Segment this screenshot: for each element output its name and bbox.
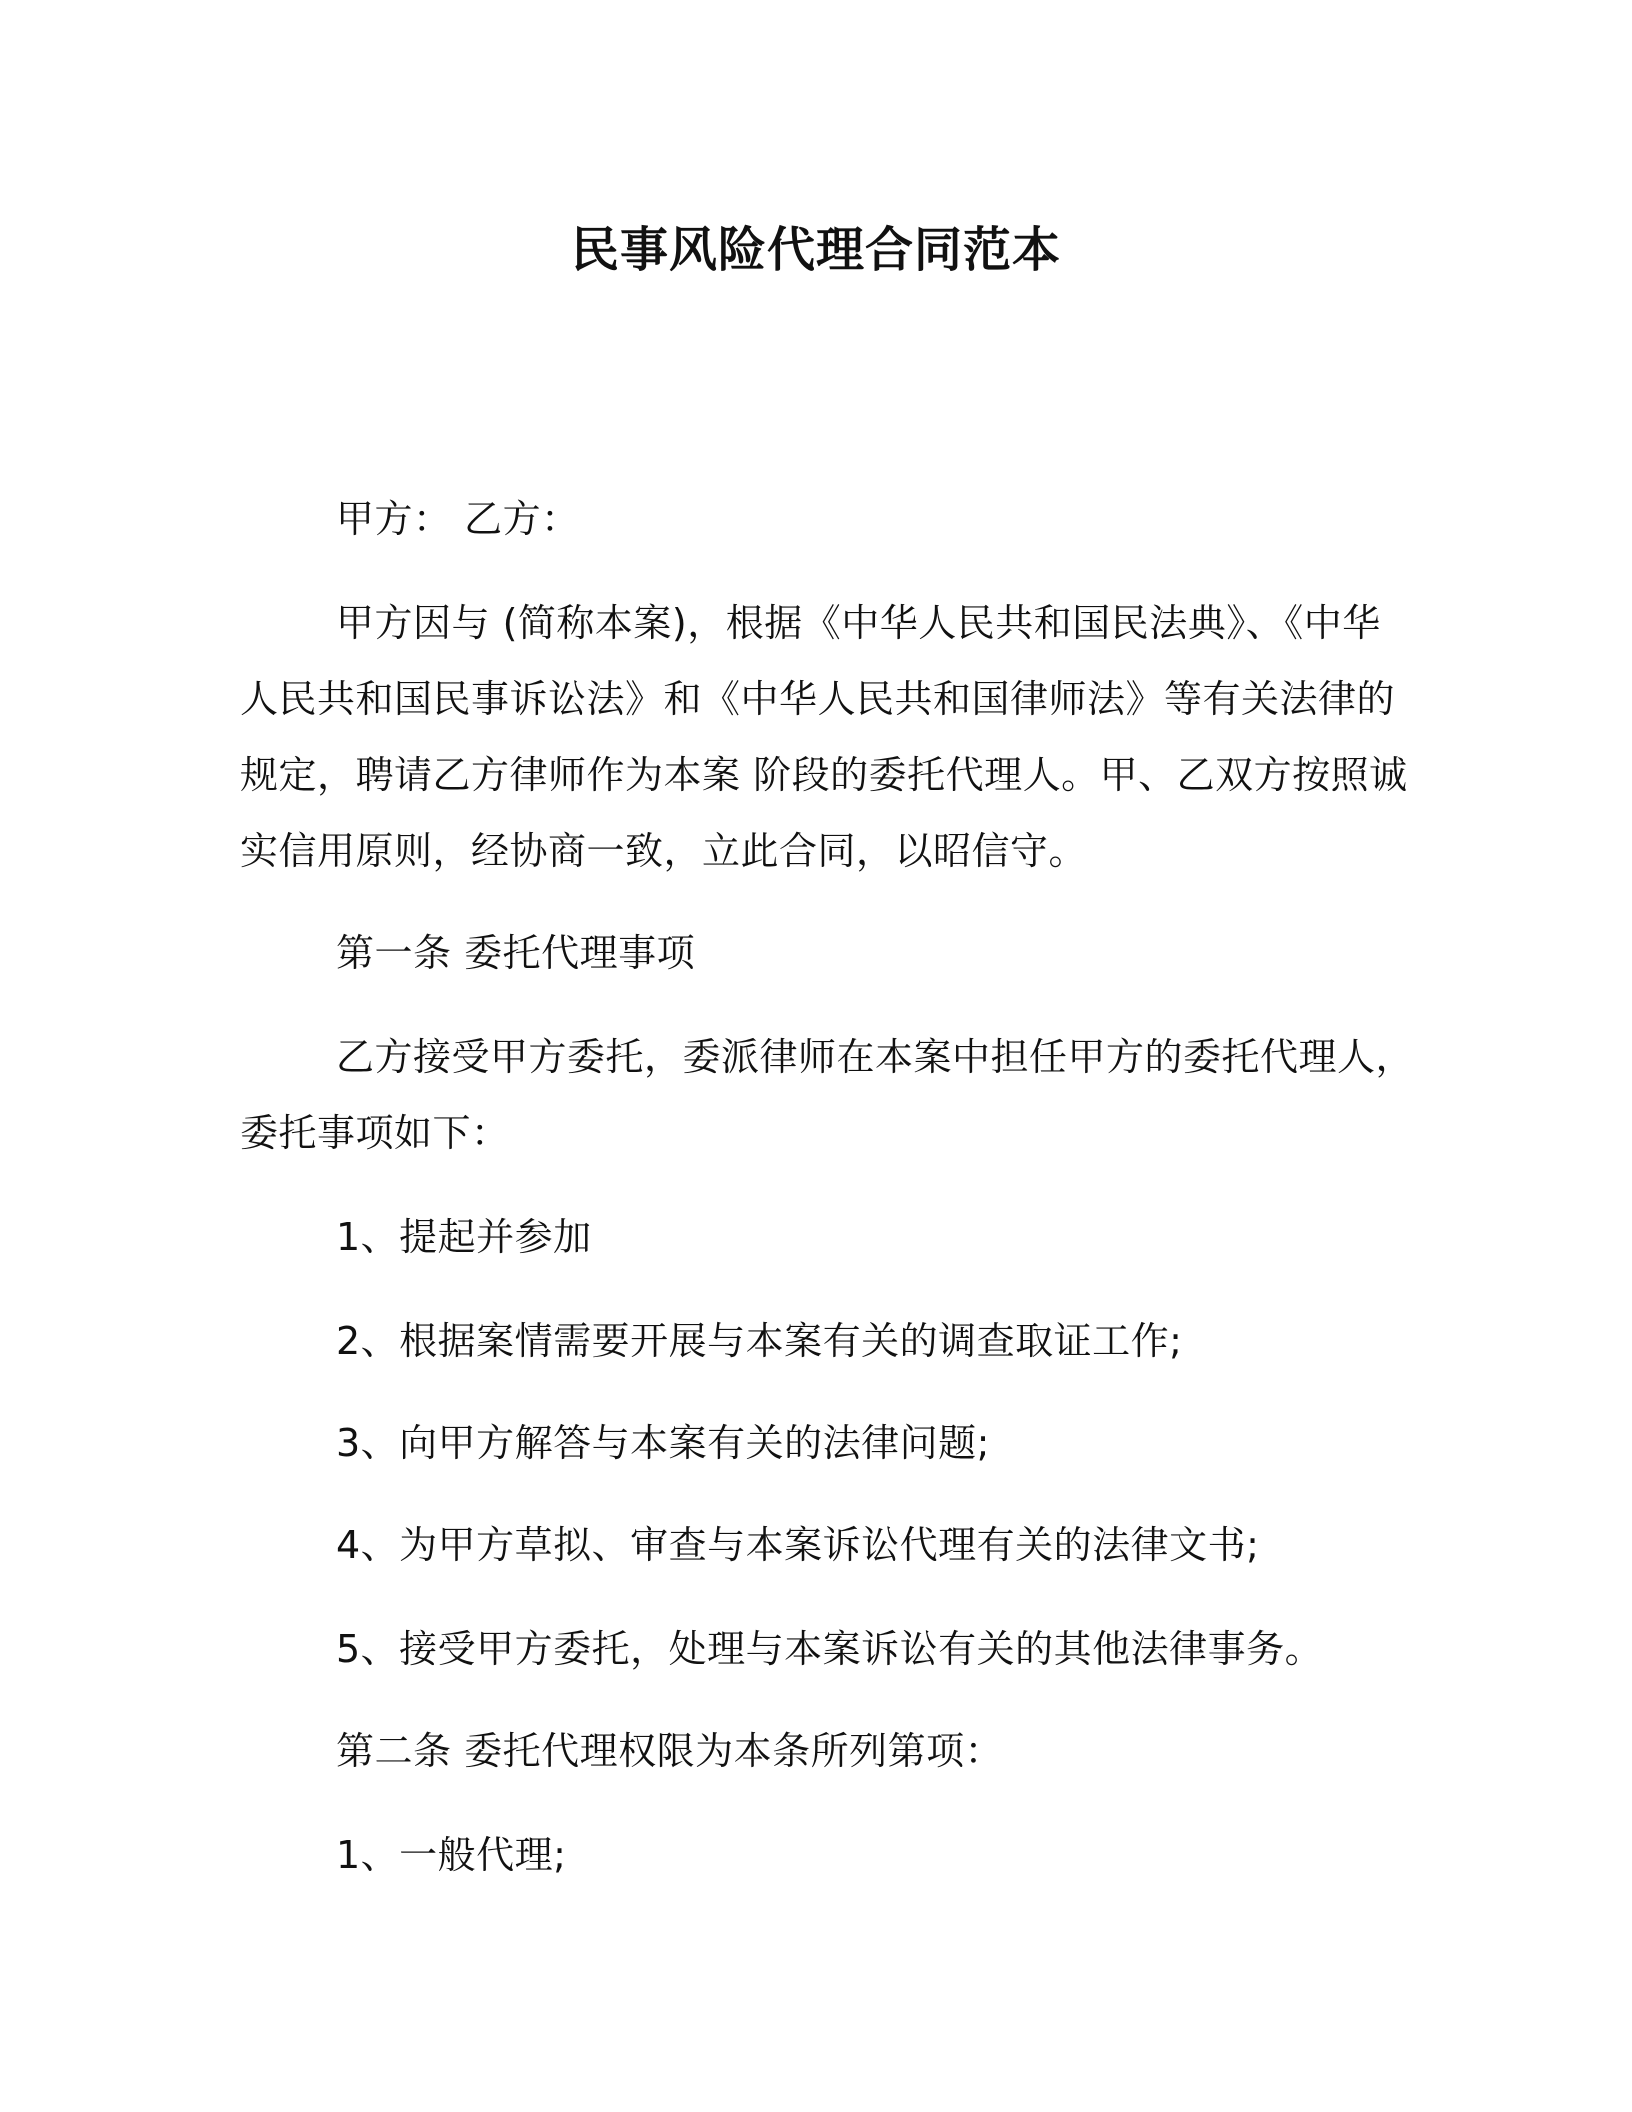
document-title: 民事风险代理合同范本 — [570, 222, 1061, 278]
article2-item-1: 1、一般代理; — [336, 1833, 567, 1877]
article2-heading: 第二条 委托代理权限为本条所列第项： — [336, 1729, 1004, 1773]
preamble-line-2: 人民共和国民事诉讼法》和《中华人民共和国律师法》等有关法律的 — [240, 677, 1396, 721]
article1-item-5: 5、接受甲方委托，处理与本案诉讼有关的其他法律事务。 — [336, 1627, 1324, 1671]
article1-intro-line-2: 委托事项如下： — [240, 1111, 510, 1155]
article1-intro-line-1: 乙方接受甲方委托，委派律师在本案中担任甲方的委托代理人， — [336, 1035, 1415, 1079]
preamble-line-3: 规定，聘请乙方律师作为本案 阶段的委托代理人。甲、乙双方按照诚 — [240, 753, 1408, 797]
parties-line: 甲方： 乙方： — [336, 497, 580, 541]
article1-item-3: 3、向甲方解答与本案有关的法律问题; — [336, 1421, 990, 1465]
article1-item-1: 1、提起并参加 — [336, 1215, 592, 1259]
preamble-line-4: 实信用原则，经协商一致，立此合同，以昭信守。 — [240, 829, 1088, 873]
article1-item-2: 2、根据案情需要开展与本案有关的调查取证工作; — [336, 1319, 1183, 1363]
article1-item-4: 4、为甲方草拟、审查与本案诉讼代理有关的法律文书; — [336, 1523, 1260, 1567]
article1-heading: 第一条 委托代理事项 — [336, 931, 696, 975]
preamble-line-1: 甲方因与 (简称本案)，根据《中华人民共和国民法典》、《中华 — [336, 601, 1381, 645]
